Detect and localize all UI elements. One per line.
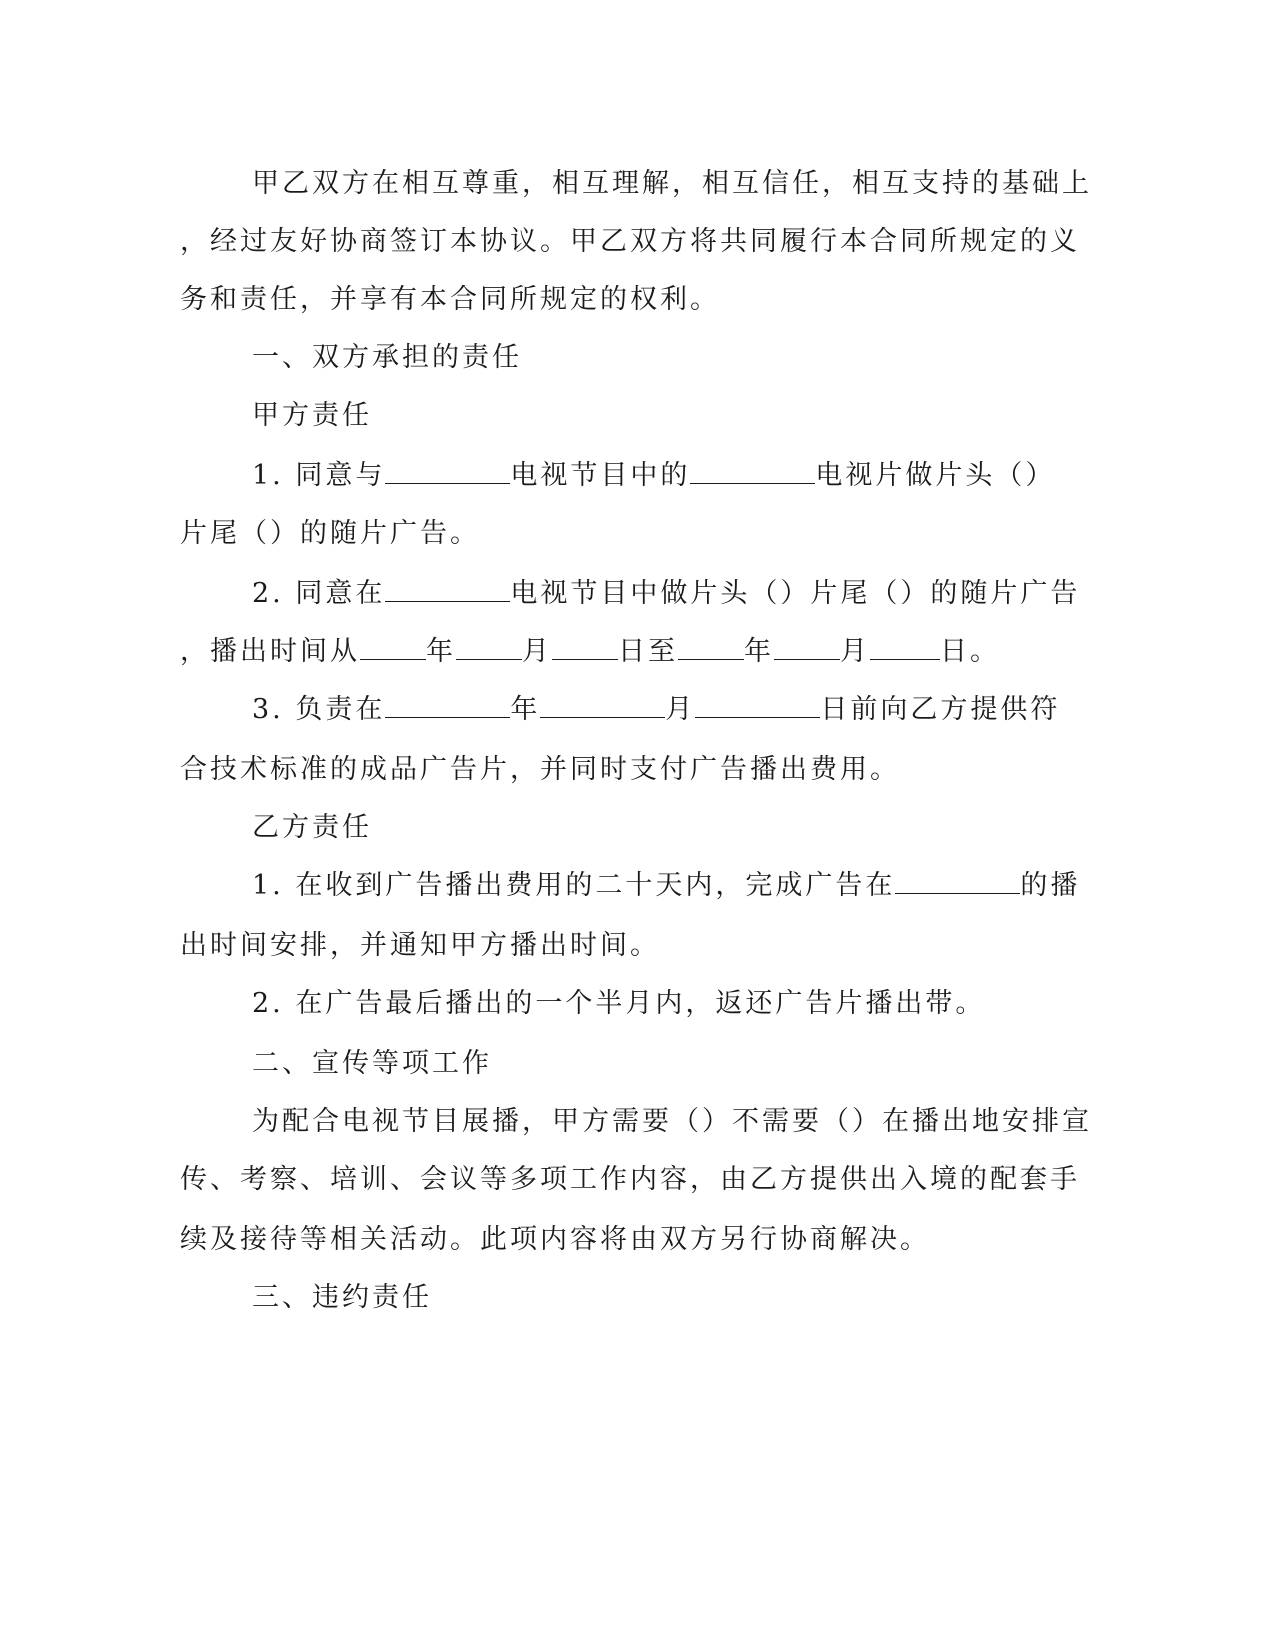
a1-text-3: 电视片做片头（）: [815, 460, 1056, 491]
section1-heading: 一、双方承担的责任: [252, 342, 522, 373]
a2-month-label-2: 月: [840, 636, 870, 667]
a1-text-2: 电视节目中的: [510, 460, 691, 491]
party-a-item-3-line-1: [252, 692, 1060, 728]
fill-blank-month[interactable]: [774, 635, 840, 660]
party-a-item-2-line-1: [252, 576, 1080, 612]
promo-line-3: 续及接待等相关活动。此项内容将由双方另行协商解决。: [180, 1224, 930, 1255]
a2-text-1: 2. 同意在: [252, 578, 386, 609]
a2-month-label: 月: [522, 636, 552, 667]
promo-line-2: 传、考察、培训、会议等多项工作内容，由乙方提供出入境的配套手: [180, 1164, 1080, 1195]
fill-blank-year[interactable]: [360, 635, 426, 660]
a3-text-2: 日前向乙方提供符: [820, 694, 1061, 725]
fill-blank-year[interactable]: [678, 635, 744, 660]
party-b-item-1-line-2: 出时间安排，并通知甲方播出时间。: [180, 930, 660, 961]
b1-text-2: 的播: [1020, 870, 1081, 901]
a2-text-3: ，播出时间从: [180, 636, 360, 667]
a2-day-to-label: 日至: [618, 636, 678, 667]
promo-line-1: 为配合电视节目展播，甲方需要（）不需要（）在播出地安排宣: [252, 1106, 1092, 1137]
fill-blank-month[interactable]: [540, 693, 665, 718]
party-a-heading: 甲方责任: [252, 400, 372, 431]
party-b-heading: 乙方责任: [252, 812, 372, 843]
a2-year-label: 年: [426, 636, 456, 667]
intro-line-1: 甲乙双方在相互尊重，相互理解，相互信任，相互支持的基础上: [252, 168, 1092, 199]
a1-text-1: 1. 同意与: [252, 460, 386, 491]
fill-blank[interactable]: [385, 459, 510, 484]
party-a-item-1-line-2: 片尾（）的随片广告。: [180, 518, 480, 549]
a3-text-1: 3. 负责在: [252, 694, 386, 725]
a3-month-label: 月: [665, 694, 696, 725]
section3-heading: 三、违约责任: [252, 1282, 432, 1313]
fill-blank-day[interactable]: [870, 635, 940, 660]
fill-blank[interactable]: [895, 869, 1020, 894]
a3-year-label: 年: [510, 694, 541, 725]
intro-line-2: ，经过友好协商签订本协议。甲乙双方将共同履行本合同所规定的义: [180, 226, 1080, 257]
party-a-item-2-line-2: [180, 634, 1000, 670]
a2-day-label-2: 日。: [940, 636, 1000, 667]
a2-year-label-2: 年: [744, 636, 774, 667]
party-b-item-1-line-1: [252, 868, 1080, 904]
party-a-item-3-line-2: 合技术标准的成品广告片，并同时支付广告播出费用。: [180, 754, 900, 785]
fill-blank[interactable]: [385, 577, 510, 602]
fill-blank-day[interactable]: [695, 693, 820, 718]
fill-blank-day[interactable]: [552, 635, 618, 660]
a2-text-2: 电视节目中做片头（）片尾（）的随片广告: [510, 578, 1081, 609]
section2-heading: 二、宣传等项工作: [252, 1048, 492, 1079]
fill-blank-month[interactable]: [456, 635, 522, 660]
b1-text-1: 1. 在收到广告播出费用的二十天内，完成广告在: [252, 870, 896, 901]
party-a-item-1-line-1: [252, 458, 1055, 494]
fill-blank[interactable]: [690, 459, 815, 484]
party-b-item-2: 2. 在广告最后播出的一个半月内，返还广告片播出带。: [252, 988, 986, 1019]
intro-line-3: 务和责任，并享有本合同所规定的权利。: [180, 284, 720, 315]
fill-blank-year[interactable]: [385, 693, 510, 718]
